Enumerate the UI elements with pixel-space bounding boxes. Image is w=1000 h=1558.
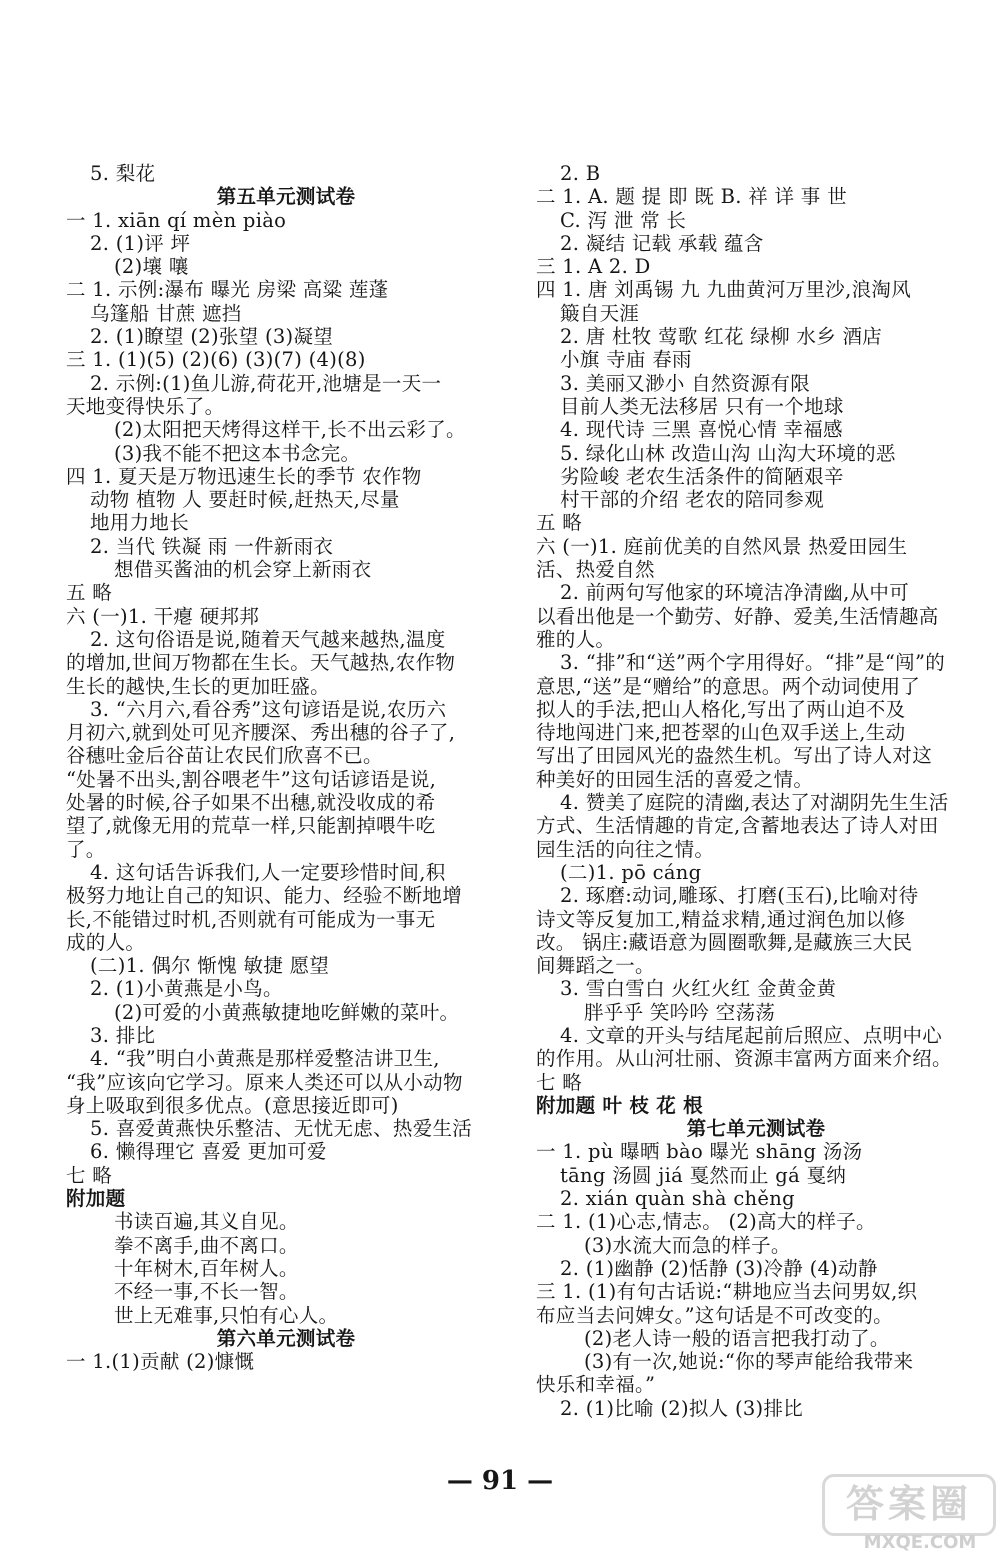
answer-line: “我”应该向它学习。原来人类还可以从小动物 [66, 1070, 463, 1094]
answer-line: 二 1. A. 题 提 即 既 B. 祥 详 事 世 [536, 185, 847, 209]
answer-line: 长,不能错过时机,否则就有可能成为一事无 [66, 907, 436, 931]
answer-line: 三 1. (1)(5) (2)(6) (3)(7) (4)(8) [66, 348, 366, 372]
answer-line: 5. 喜爱黄燕快乐整洁、无忧无虑、热爱生活 [90, 1117, 473, 1141]
answer-line: 劣险峻 老农生活条件的简陋艰辛 [560, 464, 844, 488]
answer-line: 七 略 [536, 1070, 583, 1094]
answer-line: (3)有一次,她说:“你的琴声能给我带来 [584, 1350, 914, 1374]
answer-line: 天地变得快乐了。 [66, 394, 225, 418]
answer-line: 2. B [560, 162, 601, 185]
answer-line: 一 1.(1)贡献 (2)慷慨 [66, 1350, 255, 1374]
answer-line: (2)壤 嚷 [114, 255, 189, 279]
answer-line: 五 略 [66, 581, 113, 605]
answer-line: 不经一事,不长一智。 [114, 1280, 299, 1304]
answer-line: 一 1. xiān qí mèn piào [66, 208, 287, 232]
answer-line: 2. 这句俗语是说,随着天气越来越热,温度 [90, 627, 446, 651]
answer-line: (3)我不能不把这本书念完。 [114, 441, 361, 465]
answer-line: 3. 雪白雪白 火红火红 金黄金黄 [560, 977, 837, 1001]
answer-line: (2)老人诗一般的语言把我打动了。 [584, 1326, 890, 1350]
answer-line: 生长的越快,生长的更加旺盛。 [66, 674, 330, 698]
answer-line: 2. 当代 铁凝 雨 一件新雨衣 [90, 534, 334, 558]
answer-line: 七 略 [66, 1163, 113, 1187]
answer-line: 快乐和幸福。” [536, 1373, 656, 1397]
section-heading: 第六单元测试卷 [216, 1326, 356, 1350]
answer-line: 以看出他是一个勤劳、好静、爱美,生活情趣高 [536, 604, 939, 628]
answer-line: 6. 懒得理它 喜爱 更加可爱 [90, 1140, 327, 1164]
left-column [66, 162, 506, 1373]
answer-line: (3)水流大而急的样子。 [584, 1233, 791, 1257]
page-number: — 91 — [446, 1466, 554, 1496]
answer-line: 4. 文章的开头与结尾起前后照应、点明中心 [560, 1023, 943, 1047]
answer-line: 布应当去问婢女。”这句话是不可改变的。 [536, 1303, 893, 1327]
answer-line: 3. “排”和“送”两个字用得好。“排”是“闯”的 [560, 651, 946, 675]
answer-line: 4. “我”明白小黄燕是那样爱整洁讲卫生, [90, 1047, 440, 1071]
answer-line: 2. (1)小黄燕是小鸟。 [90, 977, 283, 1001]
answer-line: 月初六,就到处可见齐腰深、秀出穗的谷子了, [66, 721, 456, 745]
answer-line: 间舞蹈之一。 [536, 954, 655, 978]
answer-line: 5. 绿化山林 改造山沟 山沟大环境的恶 [560, 441, 896, 465]
answer-line: 望了,就像无用的荒草一样,只能割掉喂牛吃 [66, 814, 436, 838]
answer-line: 4. 这句话告诉我们,人一定要珍惜时间,积 [90, 860, 446, 884]
answer-line: 4. 现代诗 三黑 喜悦心情 幸福感 [560, 418, 843, 442]
answer-line: 2. 琢磨:动词,雕琢、打磨(玉石),比喻对待 [560, 884, 919, 908]
answer-line: 2. (1)评 坪 [90, 231, 191, 255]
answer-line: 附加题 叶 枝 花 根 [536, 1093, 703, 1117]
answer-line: 二 1. (1)心志,情志。 (2)高大的样子。 [536, 1210, 876, 1234]
answer-line: 活、热爱自然 [536, 558, 655, 582]
answer-line: 改。 锅庄:藏语意为圆圈歌舞,是藏族三大民 [536, 930, 913, 954]
answer-line: 村干部的介绍 老农的陪同参观 [560, 488, 824, 512]
answer-line: 极努力地让自己的知识、能力、经验不断地增 [66, 884, 463, 908]
answer-line: 方式、生活情趣的肯定,含蓄地表达了诗人对田 [536, 814, 939, 838]
watermark-url: MXQE.COM [863, 1532, 977, 1553]
answer-line: 园生活的向往之情。 [536, 837, 715, 861]
answer-line: 目前人类无法移居 只有一个地球 [560, 394, 844, 418]
answer-line: 地用力地长 [90, 511, 190, 535]
answer-line: 4. 赞美了庭院的清幽,表达了对湖阴先生生活 [560, 791, 949, 815]
answer-line: 附加题 [66, 1187, 126, 1211]
answer-line: 身上吸取到很多优点。(意思接近即可) [66, 1093, 399, 1117]
answer-line: 拟人的手法,把山人格化,写出了两山迫不及 [536, 697, 906, 721]
answer-line: 3. 美丽又渺小 自然资源有限 [560, 371, 811, 395]
answer-line: 二 1. 示例:瀑布 曝光 房梁 高粱 莲蓬 [66, 278, 389, 302]
answer-line: 2. (1)瞭望 (2)张望 (3)凝望 [90, 325, 334, 349]
answer-line: 十年树木,百年树人。 [114, 1256, 299, 1280]
watermark-logo: 答案圈 [822, 1474, 996, 1536]
answer-line: 书读百遍,其义自见。 [114, 1210, 299, 1234]
answer-line: 世上无难事,只怕有心人。 [114, 1303, 339, 1327]
answer-line: 四 1. 夏天是万物迅速生长的季节 农作物 [66, 464, 422, 488]
answer-line: 2. 凝结 记载 承载 蕴含 [560, 231, 764, 255]
answer-line: 处暑的时候,谷子如果不出穗,就没收成的希 [66, 791, 436, 815]
section-heading: 第五单元测试卷 [216, 185, 356, 209]
answer-line: 想借买酱油的机会穿上新雨衣 [114, 558, 372, 582]
answer-line: (2)太阳把天烤得这样干,长不出云彩了。 [114, 418, 466, 442]
answer-line: 成的人。 [66, 930, 146, 954]
answer-line: tāng 汤圆 jiá 戛然而止 gá 戛纳 [560, 1163, 847, 1187]
answer-line: 四 1. 唐 刘禹锡 九 九曲黄河万里沙,浪淘风 [536, 278, 911, 302]
answer-line: 一 1. pù 曝晒 bào 曝光 shāng 汤汤 [536, 1140, 863, 1164]
answer-line: 了。 [66, 837, 106, 861]
answer-line: (二)1. 偶尔 惭愧 敏捷 愿望 [90, 954, 330, 978]
answer-line: “处暑不出头,割谷喂老牛”这句话谚语是说, [66, 767, 437, 791]
answer-line: 意思,“送”是“赠给”的意思。两个动词使用了 [536, 674, 921, 698]
answer-line: 动物 植物 人 要赶时候,赶热天,尽量 [90, 488, 400, 512]
answer-line: 乌篷船 甘蔗 遮挡 [90, 301, 242, 325]
answer-line: (二)1. pō cáng [560, 860, 702, 884]
answer-line: 2. (1)幽静 (2)恬静 (3)冷静 (4)动静 [560, 1256, 878, 1280]
answer-line: 2. 示例:(1)鱼儿游,荷花开,池塘是一天一 [90, 371, 442, 395]
answer-line: 谷穗吐金后谷苗让农民们欣喜不已。 [66, 744, 383, 768]
answer-line: 5. 梨花 [90, 162, 156, 185]
answer-line: 六 (一)1. 干瘪 硬邦邦 [66, 604, 260, 628]
answer-line: 五 略 [536, 511, 583, 535]
answer-line: (2)可爱的小黄燕敏捷地吃鲜嫩的菜叶。 [114, 1000, 460, 1024]
answer-line: 的增加,世间万物都在生长。天气越热,农作物 [66, 651, 456, 675]
answer-line: 六 (一)1. 庭前优美的自然风景 热爱田园生 [536, 534, 908, 558]
answer-line: 三 1. (1)有句古话说:“耕地应当去问男奴,织 [536, 1280, 918, 1304]
answer-line: 3. “六月六,看谷秀”这句谚语是说,农历六 [90, 697, 447, 721]
answer-line: 待地闯进门来,把苍翠的山色双手送上,生动 [536, 721, 906, 745]
answer-line: 簸自天涯 [560, 301, 640, 325]
answer-line: 2. 前两句写他家的环境洁净清幽,从中可 [560, 581, 910, 605]
answer-line: 2. 唐 杜牧 莺歌 红花 绿柳 水乡 酒店 [560, 325, 883, 349]
right-column [536, 162, 976, 1420]
answer-line: 3. 排比 [90, 1023, 156, 1047]
answer-line: 小旗 寺庙 春雨 [560, 348, 692, 372]
answer-line: 胖乎乎 笑吟吟 空荡荡 [584, 1000, 776, 1024]
section-heading: 第七单元测试卷 [686, 1117, 826, 1141]
answer-line: 拳不离手,曲不离口。 [114, 1233, 299, 1257]
answer-line: 诗文等反复加工,精益求精,通过润色加以修 [536, 907, 906, 931]
answer-line: 三 1. A 2. D [536, 255, 651, 279]
answer-line: 种美好的田园生活的喜爱之情。 [536, 767, 814, 791]
answer-line: C. 泻 泄 常 长 [560, 208, 687, 232]
answer-line: 写出了田园风光的盎然生机。写出了诗人对这 [536, 744, 933, 768]
answer-line: 2. (1)比喻 (2)拟人 (3)排比 [560, 1396, 804, 1420]
answer-line: 雅的人。 [536, 627, 616, 651]
answer-line: 的作用。从山河壮丽、资源丰富两方面来介绍。 [536, 1047, 952, 1071]
answer-line: 2. xián quàn shà chěng [560, 1187, 795, 1211]
